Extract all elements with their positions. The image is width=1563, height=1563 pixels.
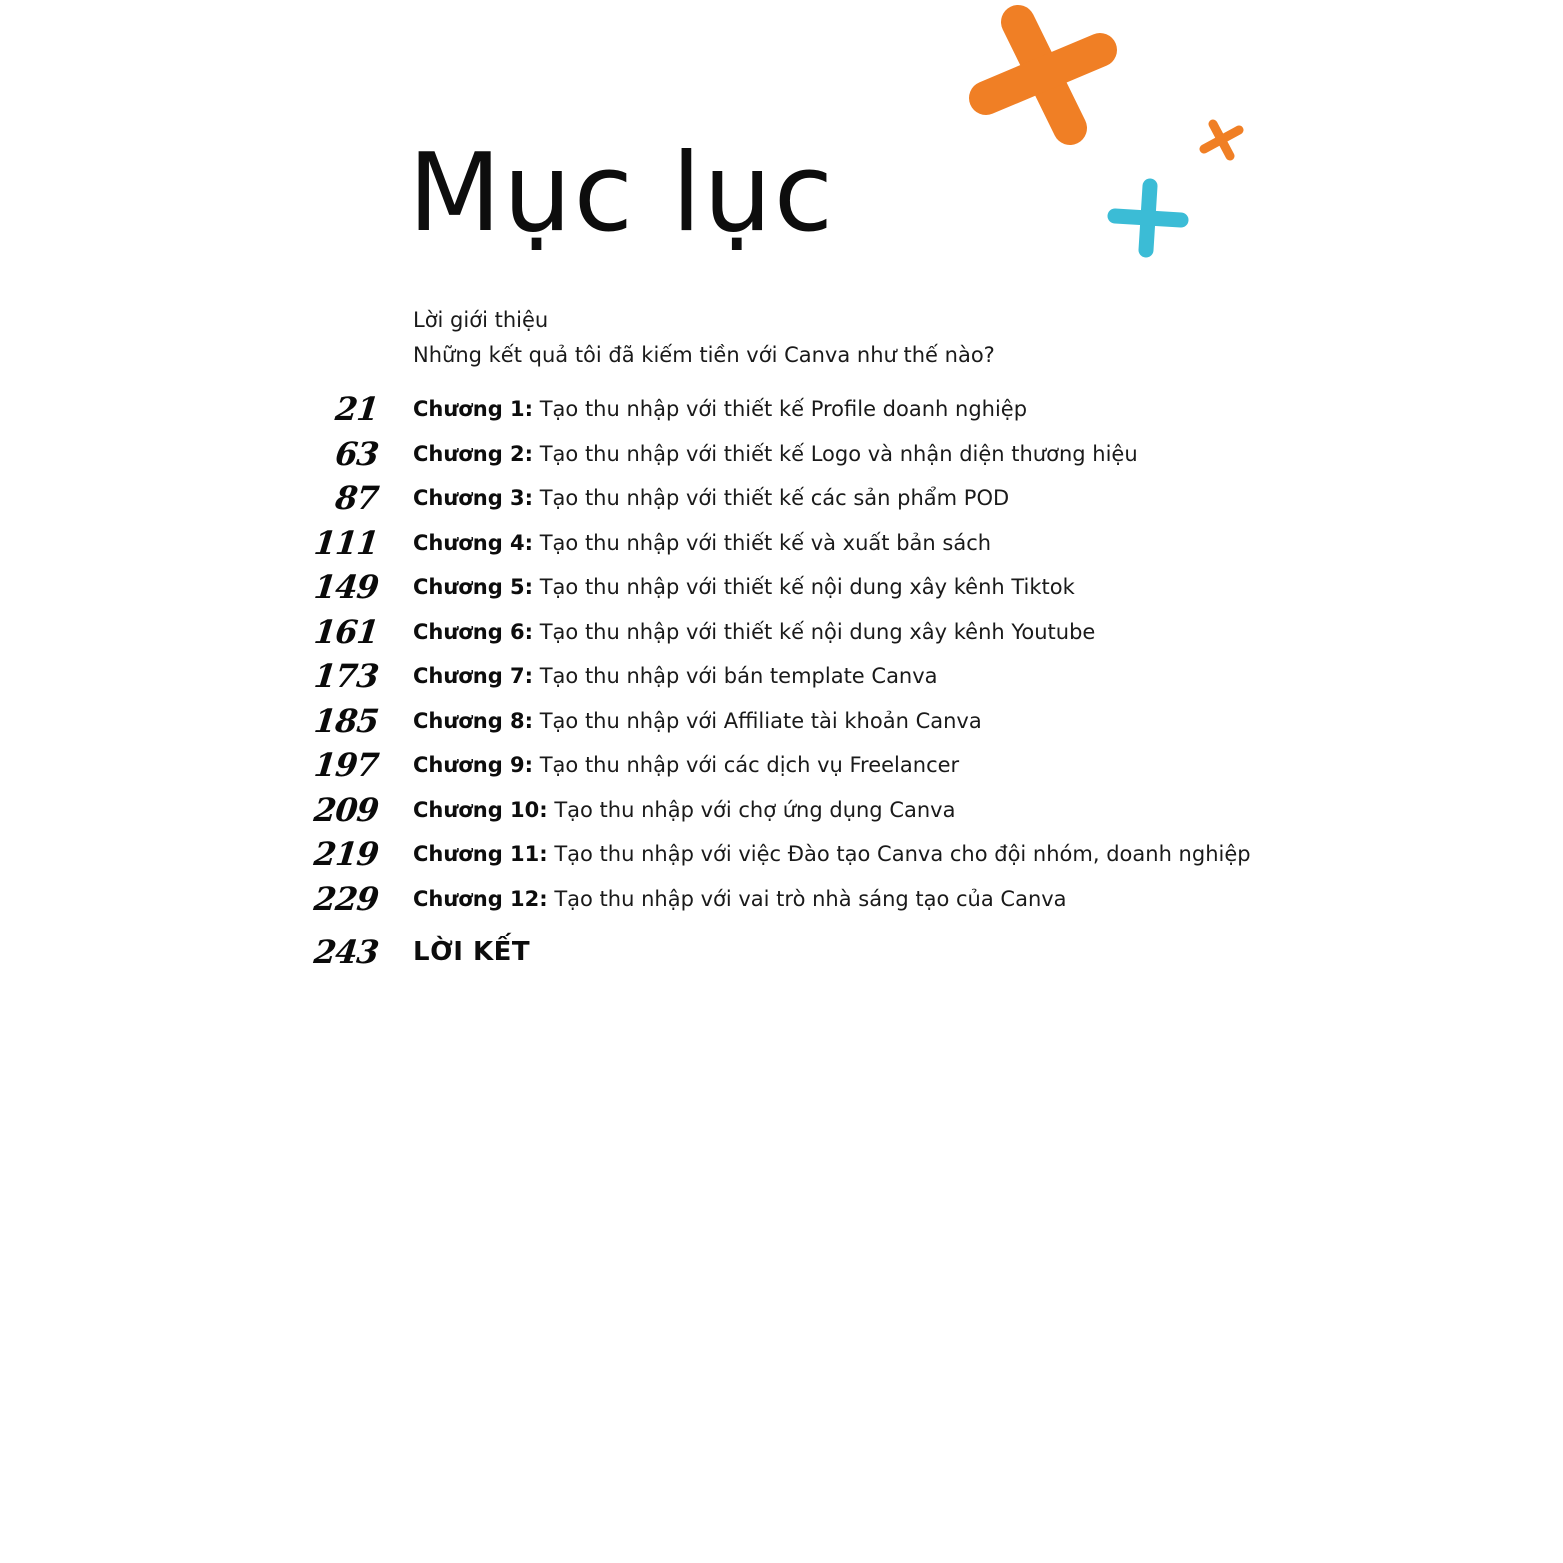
table-of-contents — [300, 387, 1251, 921]
chapter-title — [413, 442, 1138, 466]
page-number: 173 — [312, 657, 380, 696]
page-number: 229 — [312, 879, 380, 918]
page-number: 197 — [312, 746, 380, 785]
chapter-label: Chương 6: — [413, 619, 534, 644]
toc-entry-conclusion[interactable] — [300, 930, 530, 974]
chapter-text: Tạo thu nhập với chợ ứng dụng Canva — [547, 797, 956, 822]
toc-entry-chapter-2[interactable] — [300, 432, 1251, 477]
page-number: 219 — [312, 835, 380, 874]
large-orange-plus-icon — [986, 22, 1100, 128]
page-number: 185 — [312, 701, 380, 740]
page-title: Mục lục — [408, 131, 836, 256]
chapter-title — [413, 397, 1027, 421]
chapter-text: Tạo thu nhập với thiết kế các sản phẩm POD — [533, 486, 1010, 511]
page-number: 63 — [333, 434, 380, 473]
chapter-text: Tạo thu nhập với bán template Canva — [533, 664, 938, 689]
toc-entry-chapter-10[interactable] — [300, 788, 1251, 833]
chapter-title — [413, 486, 1009, 510]
chapter-label: Chương 1: — [413, 397, 534, 422]
toc-entry-chapter-12[interactable] — [300, 877, 1251, 922]
chapter-label: Chương 8: — [413, 708, 534, 733]
page-number: 21 — [333, 390, 380, 429]
chapter-label: Chương 4: — [413, 530, 534, 555]
chapter-text: Tạo thu nhập với vai trò nhà sáng tạo của Canva — [547, 886, 1067, 911]
chapter-title — [413, 753, 959, 777]
toc-entry-chapter-4[interactable] — [300, 521, 1251, 566]
toc-entry-chapter-8[interactable] — [300, 699, 1251, 744]
chapter-label: Chương 12: — [413, 886, 548, 911]
chapter-title — [413, 798, 955, 822]
chapter-text: Tạo thu nhập với thiết kế nội dung xây kênh Tiktok — [533, 575, 1075, 600]
chapter-label: Chương 2: — [413, 441, 534, 466]
page-number: 87 — [333, 479, 380, 518]
toc-entry-chapter-5[interactable] — [300, 565, 1251, 610]
page-number: 243 — [312, 933, 380, 971]
intro-line-results: Những kết quả tôi đã kiếm tiền với Canva như thế nào? — [413, 343, 995, 367]
toc-entry-chapter-1[interactable] — [300, 387, 1251, 432]
conclusion-title: LỜI KẾT — [413, 937, 531, 967]
chapter-text: Tạo thu nhập với các dịch vụ Freelancer — [533, 753, 960, 778]
chapter-title — [413, 531, 991, 555]
small-orange-plus-icon — [1204, 124, 1239, 156]
chapter-label: Chương 11: — [413, 842, 548, 867]
chapter-text: Tạo thu nhập với việc Đào tạo Canva cho đội nhóm, doanh nghiệp — [547, 842, 1251, 867]
chapter-title — [413, 620, 1095, 644]
page-number: 161 — [312, 612, 380, 651]
chapter-label: Chương 10: — [413, 797, 548, 822]
toc-entry-chapter-11[interactable] — [300, 832, 1251, 877]
chapter-text: Tạo thu nhập với Affiliate tài khoản Canva — [533, 708, 982, 733]
page-number: 111 — [312, 523, 380, 562]
toc-entry-chapter-9[interactable] — [300, 743, 1251, 788]
chapter-title — [413, 709, 982, 733]
chapter-label: Chương 7: — [413, 664, 534, 689]
page-number: 149 — [312, 568, 380, 607]
toc-entry-chapter-3[interactable] — [300, 476, 1251, 521]
chapter-text: Tạo thu nhập với thiết kế Logo và nhận diện thương hiệu — [533, 441, 1138, 466]
chapter-text: Tạo thu nhập với thiết kế nội dung xây kênh Youtube — [533, 619, 1096, 644]
page-number: 209 — [312, 790, 380, 829]
chapter-label: Chương 9: — [413, 753, 534, 778]
blue-plus-icon — [1115, 186, 1181, 250]
chapter-title — [413, 842, 1251, 866]
intro-line-preface: Lời giới thiệu — [413, 308, 549, 332]
chapter-title — [413, 575, 1075, 599]
chapter-title — [413, 664, 938, 688]
chapter-label: Chương 5: — [413, 575, 534, 600]
chapter-text: Tạo thu nhập với thiết kế và xuất bản sách — [533, 530, 992, 555]
toc-entry-chapter-7[interactable] — [300, 654, 1251, 699]
chapter-label: Chương 3: — [413, 486, 534, 511]
chapter-text: Tạo thu nhập với thiết kế Profile doanh nghiệp — [533, 397, 1028, 422]
toc-entry-chapter-6[interactable] — [300, 610, 1251, 655]
chapter-title — [413, 887, 1067, 911]
